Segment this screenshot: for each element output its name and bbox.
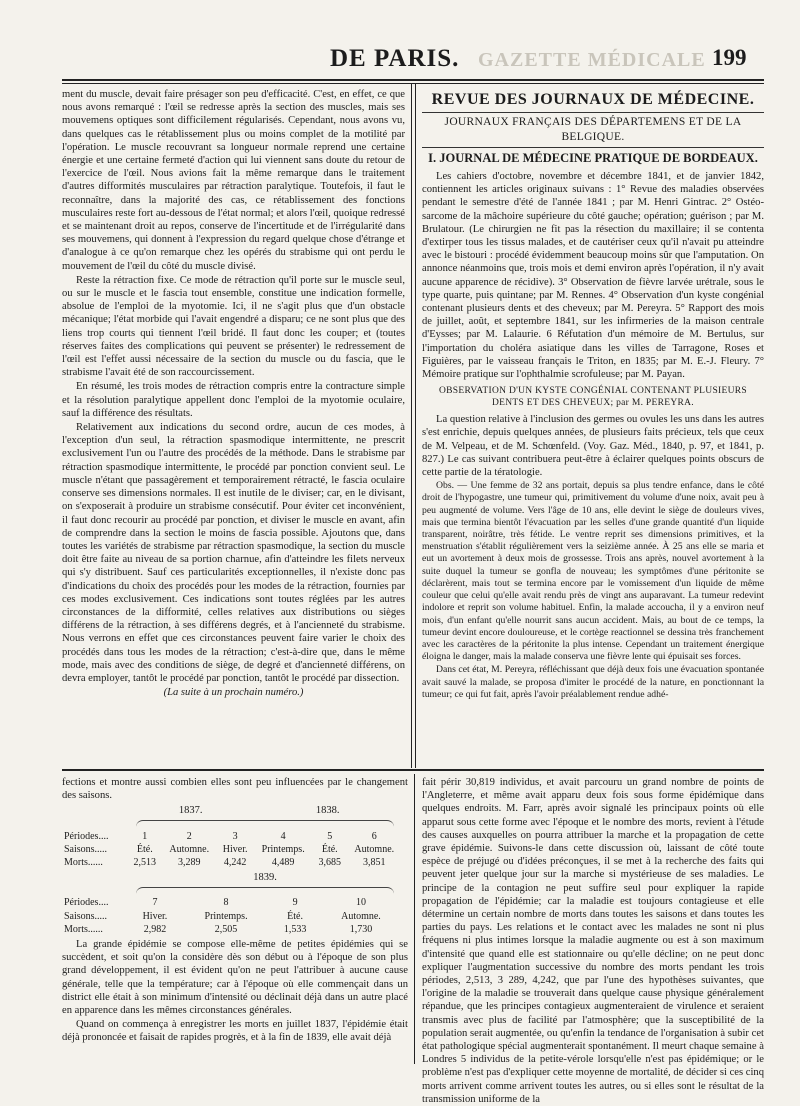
table-cell: 5 xyxy=(327,830,333,842)
table-cell: Hiver. xyxy=(222,843,248,855)
header-rule xyxy=(62,79,764,81)
column-divider-double xyxy=(415,84,416,768)
year-brace xyxy=(136,887,394,894)
table-cell: 3,851 xyxy=(363,857,386,869)
table-cell: 3,685 xyxy=(318,857,342,869)
paragraph: fait périr 30,819 individus, et avait parcouru un grand nombre de points de l'Angleterre, et même avait apparu deux fois sous forme épidémique dans quelques endroits. M. Farr, après avoir signalé les principaux points où elle apparut sous cette forme avec l'époque et le nombre des morts, revient à l'étude des causes auxquelles on pourra attribuer la marche et la propagation de cette grave épidémie. Suivons-le dans cette discussion où, laissant de côté toute espèce de préjugé ou d'idées préconçues, il se met à la recherche des faits qui peuvent jeter quelque jour sur la marche si mystérieuse de ses maladies. Le principe de la contagion ne peut suffire seul pour expliquer la rapide propagation de l'épidémie; car la maladie est toujours contagieuse et elle détermine un certain nombre de morts dans toutes les saisons et dans toutes les parties du pays. Les relations et le contact avec les malades ne sont ni plus fréquens ni plus intimes lorsque la maladie augmente ou est à son maximum d'intensité que quand elle est stationnaire ou qu'elle décline; on ne peut donc expliquer l'augmentation successive du nombre des morts pendant les trois périodes, 2,513, 3 289, 4,242, que par l'une des hypothèses suivantes, que l'origine de la maladie se trouverait dans quelque cause physique généralement répandue, que les principes contagieux augmenteraient de virulence et seraient transmis avec plus de facilité par l'atmosphère; que la susceptibilité de la population serait augmentée, ou qu'enfin la tendance de l'organisation à subir cet état pathologique spécial augmenterait spontanément. Il meurt chaque semaine à Londres 5 individus de la petite-vérole lorsqu'elle n'est pas épidémique; or le problème n'est pas d'expliquer cette moyenne de mortalité, de décider si ces cinq morts arrivent comme arrivent toutes les autres, ou si elles sont le résultat de la transmission uniforme de la xyxy=(422,777,764,1105)
section-title: REVUE DES JOURNAUX DE MÉDECINE. xyxy=(431,91,755,108)
table-cell: 10 xyxy=(355,897,366,909)
table-cell: 3,289 xyxy=(178,857,201,869)
table-cell: Été. xyxy=(287,910,303,922)
table-cell: Été. xyxy=(136,843,153,855)
observation-intro: La question relative à l'inclusion des germes ou ovules les uns dans les autres s'est enrichie, depuis quelques années, de plusieurs faits précieux, tels que ceux de M. Velpeau, et de M. Schœnfeld. (Voy. Gaz. Méd., 1840, p. 97, et 1841, p. 827.) Le cas suivant contribuera peut-être à éclairer quelques points obscurs de cette partie de la tératologie. xyxy=(422,414,764,479)
year-brace xyxy=(136,820,394,827)
table-cell: Automne. xyxy=(354,843,395,855)
table-cell: 4,489 xyxy=(271,857,295,869)
paragraph: Reste la rétraction fixe. Ce mode de rétraction qu'il porte sur le muscle seul, ou sur le muscle et le fascia tout ensemble, constitue une indication formelle, absolue de l'emploi de la myotomie. Ici, il ne s'agit plus que d'un obstacle mécanique; l'état morbide qui l'avait engendré a disparu; ce ne sont plus que des liens trop courts qui tiennent l'œil bridé. Il faut donc les couper; et (toutes réserves faites des complications qui peuvent se présenter) le redressement de l'œil est l'effet aussi nécessaire de la section du muscle ou du fascia, que le strabisme l'avait été de son raccourcissement. xyxy=(62,274,405,379)
observation-case: Obs. — Une femme de 32 ans portait, depuis sa plus tendre enfance, dans le côté droit de l'hypogastre, une tumeur qui, primitivement du volume d'une noix, avait peu à peu augmenté de volume. Vers l'âge de 10 ans, elle devint le siège de douleurs vives, mais que termina bientôt l'évacuation par les selles d'une grande quantité d'un liquide transparent, noirâtre, très fétide. Le ventre reprit ses dimensions primitives, et la menstruation s'établit régulièrement vers la seizième année. À 25 ans elle se maria et eut un avortement à deux mois de grossesse. Trois ans après, nouvel avortement à la suite duquel la tumeur se gonfla de nouveau; les symptômes d'une péritonite se déclarèrent, mais tout se termina encore par le vomissement d'un liquide de même couleur que celui qu'elle avait rendu près de vingt ans auparavant. La tumeur redevint indolore et reprit son volume habituel. Enfin, la malade accoucha, il y a environ neuf mois, d'un enfant qu'elle nourrit sans aucun accident. Mais, au bout de ce temps, la tumeur devint encore douloureuse, et le cortège reactionnel se dessina très franchement avec les caractères de la péritonite la plus intense. Cependant un traitement énergique éloigna le danger, mais la malade conserva une fièvre lente qui épuisait ses forces. xyxy=(422,480,764,663)
table-cell: 1,533 xyxy=(283,923,307,935)
row-label: Morts...... xyxy=(64,857,103,869)
year-label: 1837. xyxy=(178,805,203,817)
row-label: Saisons..... xyxy=(64,910,108,922)
paragraph: ment du muscle, devait faire présager son peu d'efficacité. C'est, en effet, ce que nous avons remarqué : l'œil se redresse après la section des muscles, mais ses mouvemens optiques sont difficilement régularisés. Cependant, nous avons vu, dans quelques cas le rétablissement plus ou moins complet de la motilité par l'opération. Le muscle recouvrant sa longueur normale reprend une certaine énergie et une certaine fermeté d'action qui lui viennent sans doute du retour de l'exercice de l'œil. Nous avions fait la même remarque dans le traitement d'autres difformités musculaires par rétraction paralytique. Toutefois, il faut le reconnaître, dans la majorité des cas, ce rétablissement des fonctions musculaires reste fort au-dessous de l'état normal; et alors l'œil, quoique redressé et se maintenant droit au repos, conserve de l'incertitude et de l'irrégularité dans ses mouvemens, qui donnent à l'expression du regard quelque chose d'étrange et d'analogue à ce qu'on remarque chez les opérés du strabisme qui ont perdu le mouvement de l'œil du côté du muscle divisé. xyxy=(62,89,405,272)
table-cell: Hiver. xyxy=(142,910,168,922)
table-cell: 4,242 xyxy=(223,857,247,869)
paragraph: fections et montre aussi combien elles sont peu influencées par le changement des saisons. xyxy=(62,777,408,802)
table-cell: Été. xyxy=(321,843,338,855)
table-cell: Automne. xyxy=(169,843,210,855)
table-cell: 3 xyxy=(232,830,238,842)
show-through-title: GAZETTE MÉDICALE xyxy=(478,49,706,71)
mortality-table-1839 xyxy=(62,871,402,936)
table-cell: 1 xyxy=(142,830,148,842)
table-cell: 7 xyxy=(152,897,158,909)
page-number: 199 xyxy=(712,45,747,70)
table-cell: 8 xyxy=(223,897,229,909)
row-label: Saisons..... xyxy=(64,843,108,855)
table-cell: Automne. xyxy=(341,910,381,922)
column-divider-bottom xyxy=(414,774,415,1064)
page-header xyxy=(0,45,800,77)
table-cell: 2,505 xyxy=(214,923,238,935)
table-cell: 4 xyxy=(280,830,286,842)
table-cell: 2 xyxy=(186,830,192,842)
journal-summary: Les cahiers d'octobre, novembre et décembre 1841, et de janvier 1842, contiennent les articles originaux suivans : 1° Revue des maladies observées pendant le semestre d'été de l'année 1841 ; par M. Henri Gintrac. 2° Ostéo-sarcome de la mâchoire supérieure du côté gauche; opération; guérison ; par M. Brulatour. (Le chirurgien ne fit pas la résection du maxillaire; il se contenta d'extirper tous les tissus malades, et de cautériser ceux qu'il n'avait pu atteindre avec le bistouri : procédé évidemment beaucoup moins sûr que l'amputation. On annonce néanmoins que, trois mois et demi environ après l'opération, il n'y avait aucune apparence de récidive). 3° Observation de fièvre larvée urétrale, sous le type quarte, puis quintane; par M. Rennes. 4° Observation d'un kyste congénial contenant plusieurs dents et des cheveux; par M. Pereyra. 5° Rapport des mois de juillet, août, et septembre 1841, sur les infirmeries de la maison centrale d'Eysses; par M. Lalaurie. 6 Réfutation d'un mémoire de M. Bertulus, sur l'importation du choléra asiatique dans les villes de Tarragone, Roses et Figuières, par le vaisseau français le Triton, en 1835; par M. E.-J. Fleury. 7° Mémoire pratique sur l'ophthalmie scrofuleuse; par M. Payan. xyxy=(422,171,764,381)
subtitle-rule xyxy=(422,147,764,148)
observation-title: OBSERVATION D'UN KYSTE CONGÉNIAL CONTENANT PLUSIEURS DENTS ET DES CHEVEUX; par M. PEREYRA. xyxy=(439,386,747,409)
section-subtitle: JOURNAUX FRANÇAIS DES DÉPARTEMENS ET DE LA BELGIQUE. xyxy=(444,116,742,143)
observation-continued: Dans cet état, M. Pereyra, réfléchissant que déjà deux fois une évacuation spontanée avait sauvé la malade, se proposa d'imiter le procédé de la nature, en ponctionnant la tumeur; ce qui fut fait, après l'avoir préalablement rendue adhé- xyxy=(422,664,764,700)
row-label: Périodes.... xyxy=(64,897,109,909)
row-label: Morts...... xyxy=(64,923,103,935)
table-cell: Printemps. xyxy=(261,843,305,855)
paragraph: En résumé, les trois modes de rétraction compris entre la contracture simple et la résolution paralytique appellent donc l'emploi de la myotomie oculaire, sauf la différence des résultats. xyxy=(62,381,405,419)
table-cell: 1,730 xyxy=(349,923,373,935)
table-cell: 2,982 xyxy=(143,923,167,935)
table-cell: 6 xyxy=(371,830,377,842)
year-label: 1838. xyxy=(315,805,340,817)
table-cell: 9 xyxy=(292,897,298,909)
year-label: 1839. xyxy=(253,872,277,884)
header-rule-thin xyxy=(62,83,764,84)
section-divider xyxy=(62,769,764,771)
running-title: DE PARIS. xyxy=(330,45,460,72)
title-rule xyxy=(422,112,764,113)
journal-title: I. JOURNAL DE MÉDECINE PRATIQUE DE BORDEAUX. xyxy=(428,151,758,165)
continuation-note: (La suite à un prochain numéro.) xyxy=(163,687,304,699)
row-label: Périodes.... xyxy=(64,830,109,842)
mortality-table-1837-1838 xyxy=(62,804,402,869)
table-cell: 2,513 xyxy=(133,857,157,869)
paragraph: Relativement aux indications du second ordre, aucun de ces modes, à l'exception d'un seul, la rétraction spasmodique intermittente, ne prescrit exclusivement l'un ou l'autre des procédés de la méthode. Dans le strabisme par rétraction spasmodique intermittente, le procédé par ponction convient seul. Le muscle n'étant que passagèrement et temporairement rétracté, le fascia oculaire conserve ses dimensions normales. Il est inutile de le diviser; car, en le divisant, on s'exposerait à produire un strabisme consécutif. Pour éviter cet inconvénient, il faut donc recourir au procédé par ponction, et diviser le muscle en avant, afin de comprendre dans la section le moins de fascia possible. Ajoutons que, dans toutes les variétés de strabisme par rétraction spasmodique, la section du muscle doit être faite au niveau de sa portion charnue, afin d'atteindre les filets nerveux qui s'y distribuent. Sauf ces particularités exceptionnelles, il n'existe donc pas d'indications du choix des procédés pour les modes de la rétraction, fournies par ces modes exclusivement. Ces indications sont toutes réglées par les autres circonstances de la difformité, celles relatives aux distributions ou sièges différens de la rétraction, à ses différens degrés, et à l'ancienneté du strabisme. Nous verrons en effet que ces circonstances peuvent faire varier le choix des procédés dans tous les modes de la rétraction; c'est-à-dire que, dans le même mode, mais avec des conditions de siège, de degré et d'ancienneté différens, on devra employer, tantôt le procédé par ponction, tantôt le procédé par dissection. xyxy=(62,422,405,684)
paragraph: La grande épidémie se compose elle-même de petites épidémies qui se succèdent, et soit qu'on la considère dès son début ou à l'époque de son plus grand développement, il est évident qu'on ne peut l'attribuer à aucune cause générale, telle que la température; car à l'époque où elle commençait dans un district elle était à son minimum d'intensité ou déclinait déjà dans un autre placé en apparence dans les mêmes circonstances générales. xyxy=(62,939,408,1017)
left-column-top xyxy=(62,88,405,764)
left-column-bottom xyxy=(62,776,408,1066)
column-divider xyxy=(411,84,412,768)
right-column-top xyxy=(422,88,764,764)
paragraph: Quand on commença à enregistrer les morts en juillet 1837, l'épidémie était déjà prononcée et faisait de rapides progrès, et à la fin de 1839, elle avait déjà xyxy=(62,1019,408,1044)
table-cell: Printemps. xyxy=(204,910,248,922)
right-column-bottom xyxy=(422,776,764,1105)
